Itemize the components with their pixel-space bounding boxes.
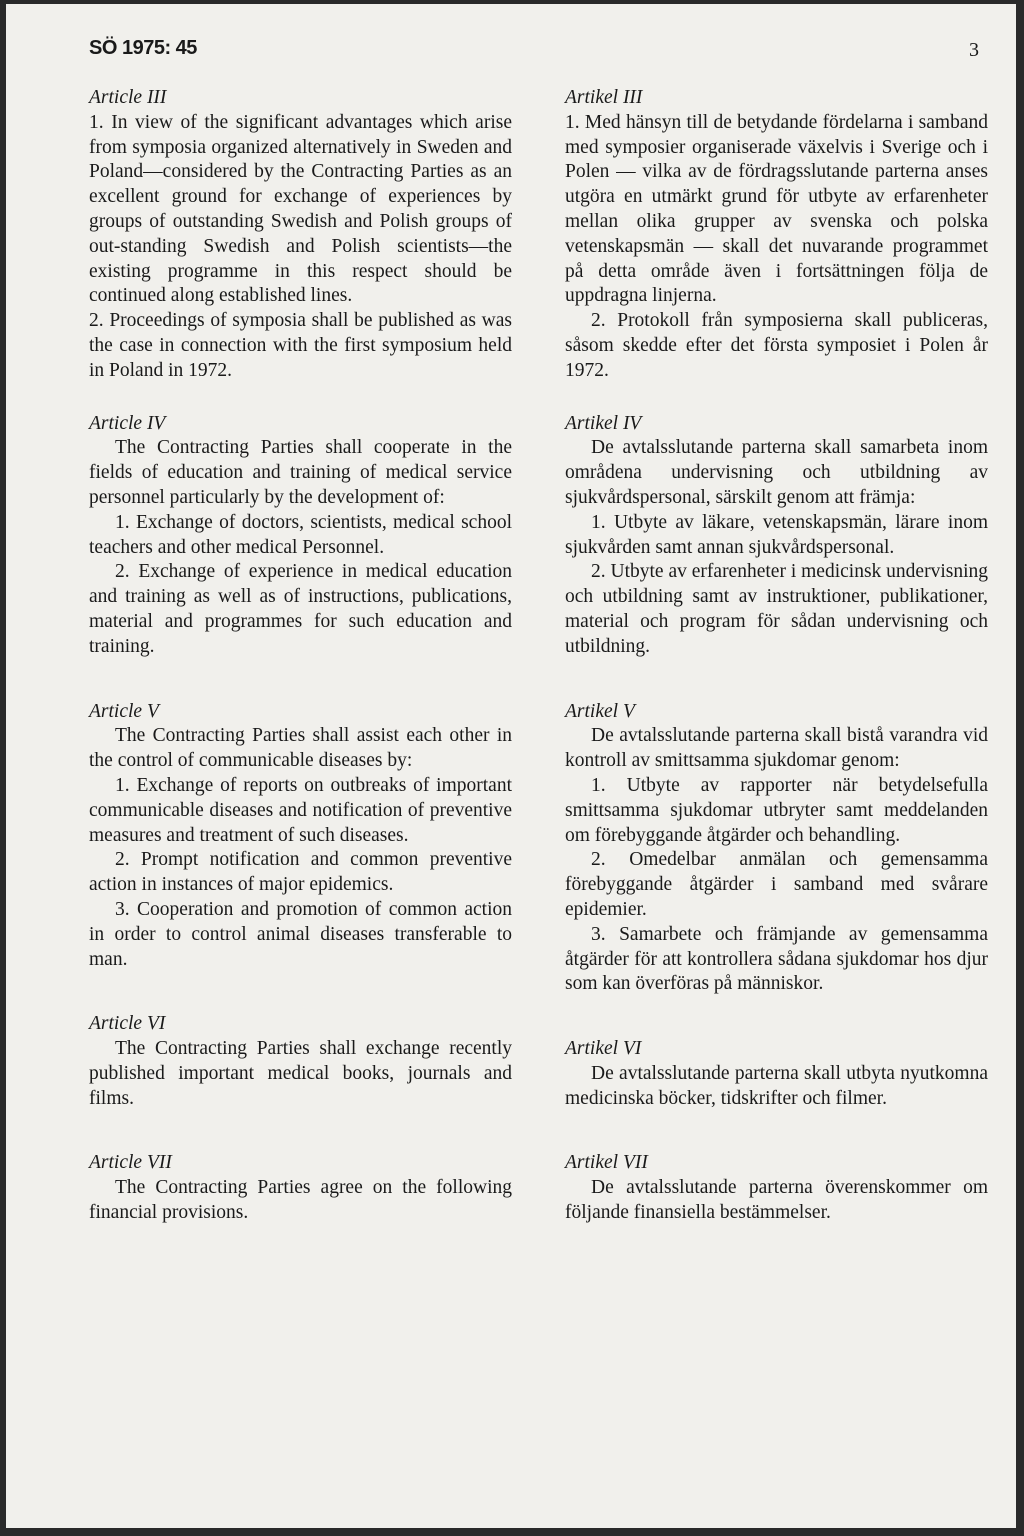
article-title: Article IV xyxy=(89,412,166,434)
article-5-en xyxy=(89,700,512,973)
article-paragraph: 2. Prompt notification and common preventive action in instances of major epidemics. xyxy=(89,849,512,896)
article-paragraph: 2. Exchange of experience in medical education and training as well as of instructions, publications, material and programmes for such education and training. xyxy=(89,561,512,657)
article-title: Article VI xyxy=(89,1013,166,1035)
article-title: Artikel VII xyxy=(565,1152,648,1174)
article-paragraph: 2. Utbyte av erfarenheter i medicinsk undervisning och utbildning samt av instruktioner, publikationer, material och program för sådan undervisning och utbildning. xyxy=(565,561,988,657)
article-paragraph: De avtalsslutande parterna överenskommer om följande finansiella bestämmelser. xyxy=(565,1177,988,1224)
article-title: Artikel III xyxy=(565,87,643,108)
article-title: Article V xyxy=(89,700,159,722)
article-paragraph: 1. In view of the significant advantages which arise from symposia organized alternatively in Sweden and Poland—considered by the Contracting Parties as an excellent ground for exchange of experiences by groups of outstanding Swedish and Polish groups of out-standing Swedish and Polish scientists—the existing programme in this respect should be continued along established lines. xyxy=(89,111,512,307)
article-paragraph: The Contracting Parties agree on the following financial provisions. xyxy=(89,1177,512,1224)
english-column xyxy=(89,86,512,1226)
article-paragraph: 1. Utbyte av läkare, vetenskapsmän, lärare inom sjukvården samt annan sjukvårdspersonal. xyxy=(565,511,988,558)
article-5-sv xyxy=(565,700,988,998)
article-4-en xyxy=(89,412,512,660)
article-3-en xyxy=(89,86,512,384)
article-title: Article III xyxy=(89,87,167,108)
article-paragraph: De avtalsslutande parterna skall samarbeta inom områdena undervisning och utbildning av sjukvårdspersonal, särskilt genom att främja: xyxy=(565,437,988,508)
article-3-sv xyxy=(565,86,988,384)
article-paragraph: 1. Exchange of reports on outbreaks of important communicable diseases and notification of preventive measures and treatment of such diseases. xyxy=(89,774,512,846)
article-title: Artikel VI xyxy=(565,1038,642,1060)
article-paragraph: 2. Omedelbar anmälan och gemensamma förebyggande åtgärder i samband med svårare epidemier. xyxy=(565,849,988,920)
article-6-sv xyxy=(565,1037,988,1111)
document-reference: SÖ 1975: 45 xyxy=(89,37,197,59)
article-paragraph: De avtalsslutande parterna skall utbyta nyutkomna medicinska böcker, tidskrifter och filmer. xyxy=(565,1062,988,1109)
article-paragraph: The Contracting Parties shall assist each other in the control of communicable diseases by: xyxy=(89,725,512,772)
article-paragraph: The Contracting Parties shall exchange recently published important medical books, journals and films. xyxy=(89,1038,512,1109)
article-paragraph: 2. Protokoll från symposierna skall publiceras, såsom skedde efter det första symposiet i Polen år 1972. xyxy=(565,310,988,381)
article-title: Article VII xyxy=(89,1152,172,1174)
article-paragraph: The Contracting Parties shall cooperate in the fields of education and training of medical service personnel particularly by the development of: xyxy=(89,437,512,508)
swedish-column xyxy=(565,86,988,1226)
article-title: Artikel V xyxy=(565,700,635,722)
document-page xyxy=(6,4,1016,1528)
article-paragraph: 1. Exchange of doctors, scientists, medical school teachers and other medical Personnel. xyxy=(89,511,512,558)
article-paragraph: 1. Utbyte av rapporter när betydelsefulla smittsamma sjukdomar utbryter samt meddelanden om förebyggande åtgärder och behandling. xyxy=(565,774,988,846)
article-6-en xyxy=(89,1012,512,1111)
article-paragraph: 3. Cooperation and promotion of common action in order to control animal diseases transferable to man. xyxy=(89,898,512,970)
article-paragraph: 2. Proceedings of symposia shall be published as was the case in connection with the first symposium held in Poland in 1972. xyxy=(89,310,512,381)
page-number: 3 xyxy=(969,39,979,61)
article-7-en xyxy=(89,1151,512,1225)
article-paragraph: De avtalsslutande parterna skall bistå varandra vid kontroll av smittsamma sjukdomar genom: xyxy=(565,725,988,772)
article-4-sv xyxy=(565,412,988,660)
article-paragraph: 3. Samarbete och främjande av gemensamma åtgärder för att kontrollera sådana sjukdomar hos djur som kan överföras på människor. xyxy=(565,923,988,995)
article-paragraph: 1. Med hänsyn till de betydande fördelarna i samband med symposier organiserade växelvis i Sverige och i Polen — vilka av de fördragsslutande parterna anses utgöra en utmärkt grund för utbyte av erfarenheter mellan olika grupper av svenska och polska vetenskapsmän — skall det nuvarande programmet på detta område även i fortsättningen följa de uppdragna linjerna. xyxy=(565,111,988,307)
article-7-sv xyxy=(565,1151,988,1225)
article-title: Artikel IV xyxy=(565,412,642,434)
